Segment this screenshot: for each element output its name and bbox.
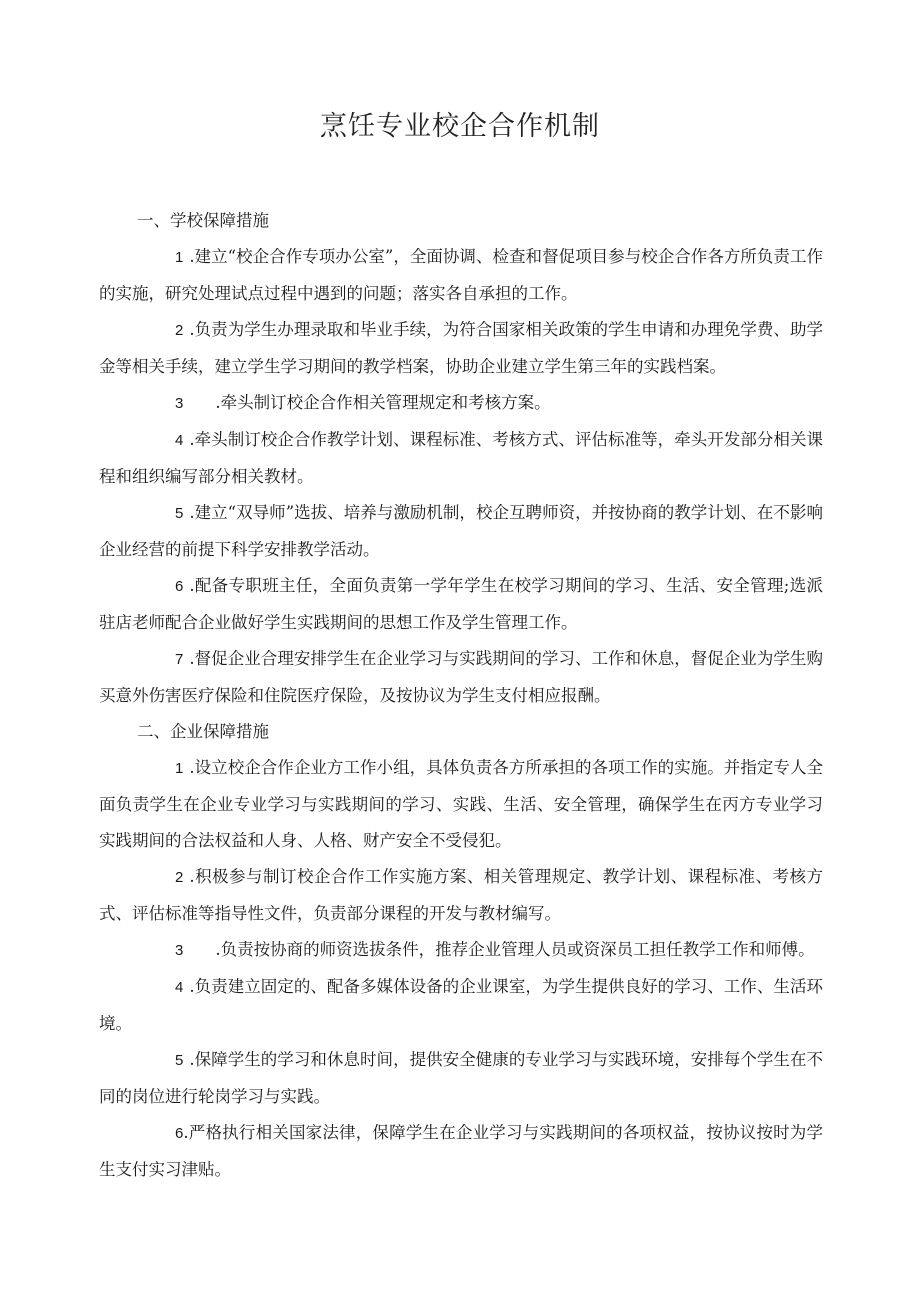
section-heading: 二、企业保障措施 — [137, 722, 269, 741]
paragraph-text: .保障学生的学习和休息时间，提供安全健康的专业学习与实践环境，安排每个学生在不同的岗位进行轮岗学习与实践。 — [99, 1050, 823, 1106]
paragraph-number: 2 — [175, 869, 184, 886]
paragraph-number: 2 — [175, 322, 184, 339]
paragraph — [99, 312, 823, 385]
paragraph — [99, 568, 823, 641]
paragraph-number: 6 — [175, 578, 184, 595]
paragraph-number: 5 — [175, 505, 184, 522]
paragraph-number: 4 — [175, 979, 184, 996]
page-title: 烹饪专业校企合作机制 — [320, 111, 600, 142]
paragraph-number: 3 — [175, 942, 184, 959]
paragraph — [99, 969, 823, 1042]
paragraph — [99, 495, 823, 568]
paragraph — [99, 422, 823, 495]
paragraph-text: .督促企业合理安排学生在企业学习与实践期间的学习、工作和休息，督促企业为学生购买意外伤害医疗保险和住院医疗保险，及按协议为学生支付相应报酬。 — [99, 649, 823, 705]
paragraph-text: .严格执行相关国家法律，保障学生在企业学习与实践期间的各项权益，按协议按时为学生支付实习津贴。 — [99, 1123, 823, 1179]
paragraph-number: 1 — [175, 249, 184, 266]
paragraph-text: .负责为学生办理录取和毕业手续，为符合国家相关政策的学生申请和办理免学费、助学金等相关手续，建立学生学习期间的教学档案，协助企业建立学生第三年的实践档案。 — [99, 320, 823, 376]
paragraph — [99, 1042, 823, 1115]
paragraph-text: .建立“双导师”选拔、培养与激励机制，校企互聘师资，并按协商的教学计划、在不影响企业经营的前提下科学安排教学活动。 — [99, 503, 823, 559]
document-body — [99, 203, 823, 1188]
paragraph — [99, 385, 823, 422]
section-heading: 一、学校保障措施 — [137, 211, 269, 230]
paragraph-text: .积极参与制订校企合作工作实施方案、相关管理规定、教学计划、课程标准、考核方式、评估标准等指导性文件，负责部分课程的开发与教材编写。 — [99, 867, 823, 923]
paragraph-number: 7 — [175, 651, 184, 668]
paragraph — [99, 859, 823, 932]
paragraph-text: .配备专职班主任，全面负责第一学年学生在校学习期间的学习、生活、安全管理;选派驻店老师配合企业做好学生实践期间的思想工作及学生管理工作。 — [99, 576, 823, 632]
paragraph — [99, 239, 823, 312]
paragraph-text: .牵头制订校企合作相关管理规定和考核方案。 — [215, 393, 551, 412]
paragraph — [99, 750, 823, 859]
paragraph-text: .建立“校企合作专项办公室”，全面协调、检查和督促项目参与校企合作各方所负责工作的实施，研究处理试点过程中遇到的问题；落实各自承担的工作。 — [99, 247, 823, 303]
paragraph-number: 4 — [175, 432, 184, 449]
paragraph-text: .负责按协商的师资选拔条件，推荐企业管理人员或资深员工担任教学工作和师傅。 — [215, 940, 815, 959]
paragraph-text: .牵头制订校企合作教学计划、课程标准、考核方式、评估标准等，牵头开发部分相关课程和组织编写部分相关教材。 — [99, 430, 823, 486]
paragraph-number: 5 — [175, 1052, 184, 1069]
paragraph-text: .设立校企合作企业方工作小组，具体负责各方所承担的各项工作的实施。并指定专人全面负责学生在企业专业学习与实践期间的学习、实践、生活、安全管理，确保学生在丙方专业学习实践期间的合法权益和人身、人格、财产安全不受侵犯。 — [99, 758, 823, 850]
paragraph — [99, 1115, 823, 1188]
paragraph-text: .负责建立固定的、配备多媒体设备的企业课室，为学生提供良好的学习、工作、生活环境。 — [99, 977, 823, 1033]
paragraph-number: 3 — [175, 395, 184, 412]
paragraph-number: 1 — [175, 760, 184, 777]
paragraph — [99, 932, 823, 969]
paragraph-number: 6 — [175, 1125, 184, 1142]
paragraph — [99, 641, 823, 714]
